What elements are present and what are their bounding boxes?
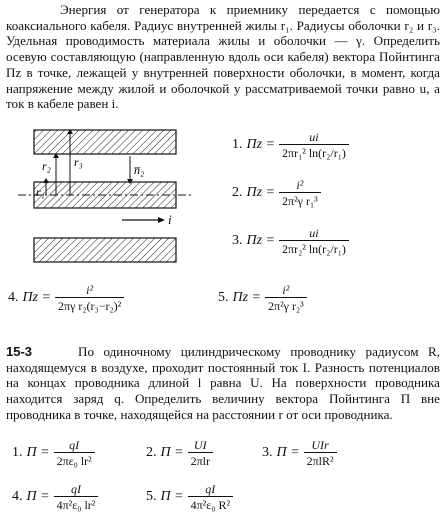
coax-cable-figure	[12, 126, 200, 266]
p1-option-1	[232, 130, 349, 160]
p1-option-5	[218, 283, 307, 313]
p1-option-1-fraction	[279, 130, 349, 160]
p2-option-1-label: 1.	[12, 445, 23, 460]
p2-option-1	[12, 438, 95, 468]
p1-option-3-num: ui	[309, 226, 319, 240]
p1-option-3-den: 2πr₂² ln(r₂/r₁)	[279, 240, 349, 256]
p2-option-5-lhs: Π =	[160, 489, 184, 504]
p2-option-4	[12, 482, 98, 512]
p2-option-2	[146, 438, 213, 468]
p2-option-1-num: qI	[69, 438, 80, 452]
problem-2-number: 15-3	[6, 344, 33, 359]
p2-option-4-fraction	[54, 482, 99, 512]
p1-option-5-label: 5.	[218, 290, 229, 305]
label-n2: n̅₂	[134, 163, 145, 177]
p2-option-3-label: 3.	[262, 445, 273, 460]
p1-option-3-label: 3.	[232, 233, 243, 248]
p1-option-4-den: 2πγ r₂(r₃−r₂)²	[55, 297, 124, 313]
p2-option-2-label: 2.	[146, 445, 157, 460]
p1-option-4-num: i²	[86, 283, 94, 297]
label-i: i	[168, 212, 172, 227]
p1-option-5-num: i²	[282, 283, 290, 297]
sheath-bottom	[34, 238, 176, 262]
p2-option-3	[262, 438, 337, 468]
p2-option-5-label: 5.	[146, 489, 157, 504]
p2-option-2-num: UI	[193, 438, 207, 452]
p2-option-2-fraction	[188, 438, 213, 468]
p2-option-5-fraction	[188, 482, 233, 512]
p1-option-2-num: i²	[296, 178, 304, 192]
p2-option-1-fraction	[54, 438, 95, 468]
p1-option-5-den: 2π²γ r₂³	[265, 297, 307, 313]
p1-option-3-lhs: Πz =	[246, 233, 276, 248]
problem-1-text	[6, 2, 440, 112]
p1-option-3	[232, 226, 349, 256]
p1-option-4-label: 4.	[8, 290, 19, 305]
p2-option-3-fraction	[304, 438, 337, 468]
p1-option-4	[8, 283, 124, 313]
p1-option-5-lhs: Πz =	[232, 290, 262, 305]
p1-option-1-lhs: Πz =	[246, 137, 276, 152]
p2-option-4-label: 4.	[12, 489, 23, 504]
p2-option-1-den: 2πε₀ lr²	[54, 452, 95, 468]
p1-option-1-label: 1.	[232, 137, 243, 152]
p1-option-2-fraction	[279, 178, 321, 208]
p2-option-4-lhs: Π =	[26, 489, 50, 504]
p1-option-4-lhs: Πz =	[22, 290, 52, 305]
p2-option-4-num: qI	[70, 482, 81, 496]
problem-2-text	[6, 344, 440, 423]
p1-option-2	[232, 178, 321, 208]
p1-option-2-lhs: Πz =	[246, 185, 276, 200]
problem-2-body: По одиночному цилиндрическому проводнику радиусом R, находящемуся в воздухе, проходит постоянный ток I. Разность потенциалов на концах проводника длиной l равна U. На поверхности проводника находится заряд q. Определить величину вектора Пойнтинга Π вне проводника в точке, находящейся на расстоянии r от оси проводника.	[6, 344, 440, 422]
label-r3: r₃	[74, 155, 83, 169]
problem-1-body: Энергия от генератора к приемнику передается с помощью коаксиального кабеля. Радиус внутренней жилы r₁. Радиусы оболочки r₂ и r₃. Удельная проводимость материала жилы и оболочки — γ. Определить осевую составляющую (направленную вдоль оси кабеля) вектора Пойнтинга Πz в точке, лежащей у внутренней поверхности оболочки, в момент, когда напряжение между жилой и оболочкой у рассматриваемой точки равно u, а ток в кабеле равен i.	[6, 2, 440, 112]
p1-option-1-den: 2πr₁² ln(r₂/r₁)	[279, 144, 349, 160]
p2-option-5	[146, 482, 233, 512]
p1-option-4-fraction	[55, 283, 124, 313]
p2-option-3-lhs: Π =	[276, 445, 300, 460]
sheath-top	[34, 130, 176, 154]
p2-option-2-den: 2πlr	[188, 452, 213, 468]
p1-option-5-fraction	[265, 283, 307, 313]
p2-option-1-lhs: Π =	[26, 445, 50, 460]
p1-option-2-label: 2.	[232, 185, 243, 200]
p1-option-2-den: 2π²γ r₁³	[279, 192, 321, 208]
p1-option-1-num: ui	[309, 130, 319, 144]
p2-option-5-den: 4π²ε₀ R²	[188, 496, 233, 512]
p2-option-2-lhs: Π =	[160, 445, 184, 460]
p2-option-5-num: qI	[205, 482, 216, 496]
label-r2: r₂	[42, 159, 51, 173]
p1-option-3-fraction	[279, 226, 349, 256]
p2-option-4-den: 4π²ε₀ lr²	[54, 496, 99, 512]
p2-option-3-den: 2πlR²	[304, 452, 337, 468]
p2-option-3-num: UIr	[311, 438, 329, 452]
label-r1: r₁	[36, 185, 45, 199]
